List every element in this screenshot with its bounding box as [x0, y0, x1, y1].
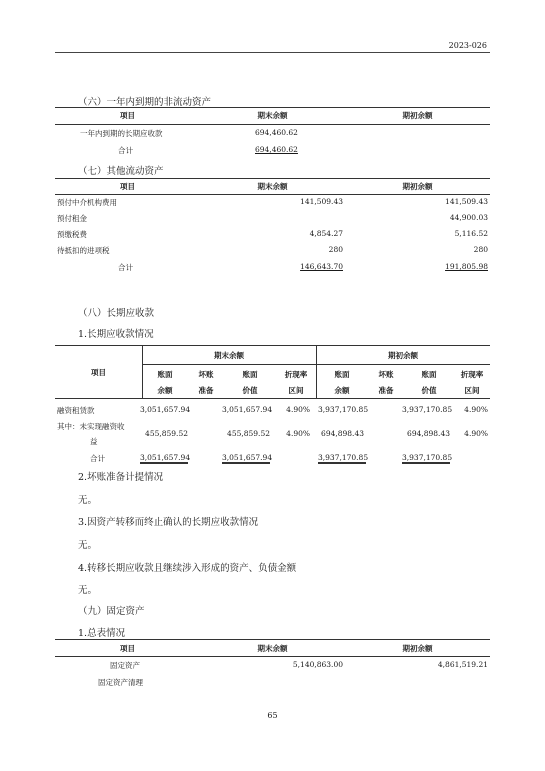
subsection-title: 1.长期应收款情况	[78, 329, 154, 340]
section-title: （九）固定资产	[78, 606, 145, 617]
column-subheader: 折现率	[460, 370, 484, 379]
subsection-title: 3.因资产转移而终止确认的长期应收款情况	[78, 517, 259, 528]
section-title: （七）其他流动资产	[78, 166, 164, 177]
table-cell: 280	[328, 245, 343, 254]
subsection-title: 2.坏账准备计提情况	[78, 472, 164, 483]
table-cell: 4.90%	[286, 405, 310, 414]
body-text: 无。	[78, 540, 98, 551]
column-subheader: 账面	[242, 370, 258, 379]
table-cell: 4,854.27	[309, 229, 343, 238]
table-cell: 4.90%	[286, 429, 310, 438]
column-subheader: 账面	[334, 370, 350, 379]
table-cell: 3,937,170.85	[402, 405, 453, 414]
table-cell: 益	[90, 437, 98, 446]
section-title: （六）一年内到期的非流动资产	[78, 97, 212, 108]
table-cell: 694,460.62	[255, 145, 298, 154]
column-subheader: 区间	[288, 386, 304, 395]
table-cell: 4.90%	[464, 429, 488, 438]
table-rule	[55, 639, 490, 640]
column-header: 期初余额	[402, 111, 433, 120]
table-cell: 3,937,170.85	[318, 453, 369, 462]
column-subheader: 坏账	[378, 370, 394, 379]
column-header: 期初余额	[402, 182, 433, 191]
table-cell: 3,051,657.94	[222, 453, 273, 462]
table-rule	[55, 656, 490, 657]
table-cell: 141,509.43	[445, 197, 488, 206]
table-cell: 455,859.52	[145, 429, 188, 438]
table-cell: 预付中介机构费用	[57, 198, 117, 207]
column-header: 期末余额	[257, 182, 288, 191]
column-subheader: 价值	[421, 386, 437, 395]
table-cell: 合计	[118, 263, 133, 272]
column-subheader: 价值	[242, 386, 258, 395]
table-cell: 一年内到期的长期应收款	[80, 129, 163, 138]
table-cell: 固定资产	[110, 661, 140, 670]
table-rule	[55, 107, 490, 108]
table-cell: 待抵扣的进项税	[57, 246, 110, 255]
body-text: 无。	[78, 495, 98, 506]
subsection-title: 4.转移长期应收款且继续涉入形成的资产、负债金额	[78, 563, 297, 574]
table-cell: 合计	[118, 146, 133, 155]
column-header: 项目	[120, 644, 135, 653]
column-header: 项目	[120, 111, 135, 120]
table-cell: 预付租金	[57, 214, 87, 223]
column-subheader: 账面	[157, 370, 173, 379]
column-subheader: 区间	[464, 386, 480, 395]
column-group-header: 期初余额	[388, 351, 418, 360]
table-cell: 5,116.52	[454, 229, 488, 238]
table-cell: 694,898.43	[407, 429, 450, 438]
column-subheader: 坏账	[198, 370, 214, 379]
column-header: 期末余额	[257, 644, 288, 653]
column-header: 期初余额	[402, 644, 433, 653]
table-cell: 191,805.98	[445, 262, 488, 271]
table-cell: 694,898.43	[321, 429, 364, 438]
table-cell: 280	[473, 245, 488, 254]
table-cell: 固定资产清理	[98, 678, 143, 687]
table-cell: 3,937,170.85	[318, 405, 369, 414]
table-cell: 合计	[90, 454, 105, 463]
column-header: 项目	[91, 368, 106, 377]
table-cell: 其中：未实现融资收	[57, 422, 125, 431]
table-cell: 3,051,657.94	[140, 405, 191, 414]
column-subheader: 准备	[198, 386, 214, 395]
table-rule	[55, 178, 490, 179]
section-title: （八）长期应收款	[78, 308, 155, 319]
table-cell: 4.90%	[464, 405, 488, 414]
column-subheader: 准备	[378, 386, 394, 395]
page-number: 65	[267, 711, 278, 720]
column-header: 项目	[120, 182, 135, 191]
subsection-title: 1.总表情况	[78, 628, 126, 639]
table-cell: 455,859.52	[227, 429, 270, 438]
column-subheader: 余额	[157, 386, 173, 395]
table-rule	[55, 398, 490, 399]
column-header: 期末余额	[257, 111, 288, 120]
table-cell: 5,140,863.00	[292, 660, 343, 669]
table-cell: 融资租赁款	[57, 406, 95, 415]
column-group-header: 期末余额	[214, 351, 244, 360]
table-rule	[55, 345, 490, 346]
header-rule	[55, 52, 490, 53]
table-cell: 3,937,170.85	[402, 453, 453, 462]
table-rule	[55, 194, 490, 195]
column-subheader: 账面	[421, 370, 437, 379]
table-rule	[55, 124, 490, 125]
column-subheader: 折现率	[284, 370, 308, 379]
table-cell: 4,861,519.21	[437, 660, 488, 669]
table-cell: 3,051,657.94	[140, 453, 191, 462]
table-cell: 694,460.62	[255, 128, 298, 137]
table-cell: 预缴税费	[57, 230, 87, 239]
table-cell: 146,643.70	[300, 262, 343, 271]
table-cell: 3,051,657.94	[222, 405, 273, 414]
document-code: 2023-026	[448, 41, 487, 50]
table-cell: 44,900.03	[449, 213, 488, 222]
body-text: 无。	[78, 585, 98, 596]
table-cell: 141,509.43	[300, 197, 343, 206]
column-subheader: 余额	[334, 386, 350, 395]
